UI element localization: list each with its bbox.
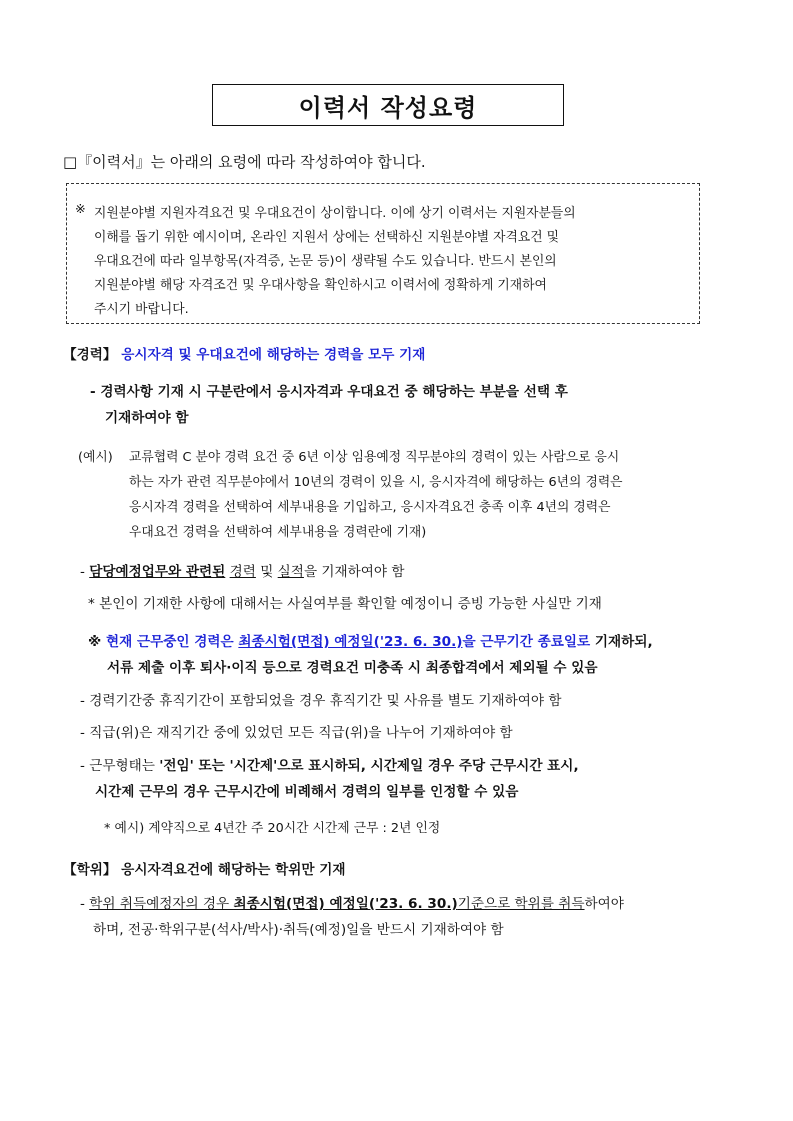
related-duty-text: 담당예정업무와 관련된 <box>89 564 226 580</box>
career-heading <box>63 343 425 363</box>
note-text-tail: 기재하되, <box>590 634 653 650</box>
career-item-rank: - 직급(위)은 재직기간 중에 있었던 모든 직급(위)을 나누어 기재하여야 함 <box>80 725 513 741</box>
degree-line <box>80 892 624 912</box>
career-item-select: - 경력사항 기재 시 구분란에서 응시자격과 우대요건 중 해당하는 부분을 선택 후 <box>90 384 568 400</box>
intro-text: □『이력서』는 아래의 요령에 따라 작성하여야 합니다. <box>63 153 426 171</box>
current-job-note <box>88 630 653 650</box>
note-mark: ※ <box>88 634 106 650</box>
degree-heading: 【학위】 응시자격요건에 해당하는 학위만 기재 <box>63 862 346 878</box>
worktype-lead: - 근무형태는 <box>80 758 160 774</box>
degree-line-cont: 하며, 전공·학위구분(석사/박사)·취득(예정)일을 반드시 기재하여야 함 <box>93 922 504 938</box>
note-text-blue: 현재 근무중인 경력은 <box>105 634 239 650</box>
note-text-blue-end: 을 근무기간 종료일로 <box>462 634 591 650</box>
notice-line: 지원분야별 지원자격요건 및 우대요건이 상이합니다. 이에 상기 이력서는 지원자분들의 <box>94 206 576 221</box>
degree-text-underlined: 학위 취득예정자의 경우 <box>89 896 234 912</box>
example-line: 우대요건 경력을 선택하여 세부내용을 경력란에 기재) <box>129 525 427 540</box>
career-item-leave: - 경력기간중 휴직기간이 포함되었을 경우 휴직기간 및 사유를 별도 기재하여야 함 <box>80 693 562 709</box>
worktype-bold: '전임' 또는 '시간제'으로 표시하되, 시간제일 경우 주당 근무시간 표시, <box>159 758 579 774</box>
notice-line: 우대요건에 따라 일부항목(자격증, 논문 등)이 생략될 수도 있습니다. 반드시 본인의 <box>94 254 557 269</box>
performance-word: 실적 <box>277 564 304 580</box>
current-job-note-cont: 서류 제출 이후 퇴사·이직 등으로 경력요건 미충족 시 최종합격에서 제외될 수 있음 <box>107 660 598 676</box>
degree-date: 최종시험(면접) 예정일('23. 6. 30.) <box>233 896 458 912</box>
example-line: 교류협력 C 분야 경력 요건 중 6년 이상 임용예정 직무분야의 경력이 있는 사람으로 응시 <box>129 450 620 465</box>
dash: - <box>80 564 90 580</box>
notice-line: 이해를 돕기 위한 예시이며, 온라인 지원서 상에는 선택하신 지원분야별 자격요건 및 <box>94 230 560 245</box>
example-label: (예시) <box>78 450 113 465</box>
note-date-blue: 최종시험(면접) 예정일('23. 6. 30.) <box>238 634 463 650</box>
career-heading-label: 【경력】 <box>63 347 117 363</box>
item-tail: 을 기재하여야 함 <box>303 564 405 580</box>
degree-basis: 기준으로 학위를 취득 <box>457 896 585 912</box>
career-item-related <box>80 560 405 580</box>
page-title: 이력서 작성요령 <box>212 84 564 126</box>
career-item-worktype-cont: 시간제 근무의 경우 근무시간에 비례해서 경력의 일부를 인정할 수 있음 <box>95 784 519 800</box>
notice-mark: ※ <box>75 202 86 217</box>
notice-line: 주시기 바랍니다. <box>94 302 189 317</box>
dash: - <box>80 896 90 912</box>
example-line: 응시자격 경력을 선택하여 세부내용을 기입하고, 응시자격요건 충족 이후 4년의 경력은 <box>129 500 611 515</box>
example-line: 하는 자가 관련 직무분야에서 10년의 경력이 있을 시, 응시자격에 해당하는 6년의 경력은 <box>129 475 623 490</box>
worktype-example: * 예시) 계약직으로 4년간 주 20시간 시간제 근무 : 2년 인정 <box>104 821 441 836</box>
degree-tail: 하여야 <box>584 896 624 912</box>
notice-box <box>66 183 700 324</box>
career-item-worktype <box>80 754 579 774</box>
career-heading-text: 응시자격 및 우대요건에 해당하는 경력을 모두 기재 <box>121 347 426 363</box>
career-item-select-cont: 기재하여야 함 <box>105 410 189 426</box>
career-word: 경력 <box>229 564 256 580</box>
notice-line: 지원분야별 해당 자격조건 및 우대사항을 확인하시고 이력서에 정확하게 기재하여 <box>94 278 547 293</box>
and-word: 및 <box>255 564 278 580</box>
verification-note: * 본인이 기재한 사항에 대해서는 사실여부를 확인할 예정이니 증빙 가능한 사실만 기재 <box>88 596 602 612</box>
